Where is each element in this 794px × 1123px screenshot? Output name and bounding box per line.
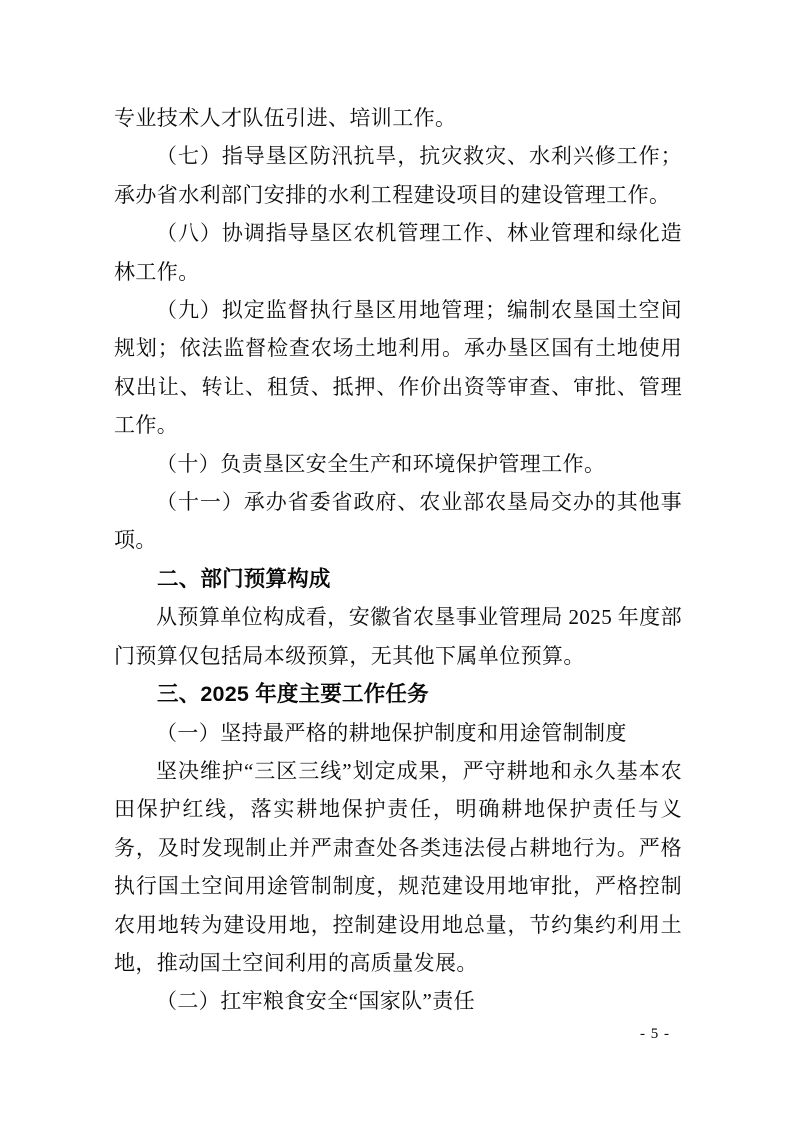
paragraph: （十）负责垦区安全生产和环境保护管理工作。: [156, 451, 606, 476]
document-body: [114, 99, 682, 1021]
paragraph: 专业技术人才队伍引进、培训工作。: [114, 106, 457, 130]
paragraph: （八）协调指导垦区农机管理工作、林业管理和绿化造林工作。: [114, 221, 682, 284]
page-number: - 5 -: [640, 1026, 670, 1042]
paragraph: 坚决维护“三区三线”划定成果，严守耕地和永久基本农田保护红线，落实耕地保护责任，明确耕地保护责任与义务，及时发现制止并严肃查处各类违法侵占耕地行为。严格执行国土空间用途管制制度，规范建设用地审批，严格控制农用地转为建设用地，控制建设用地总量，节约集约利用土地，推动国土空间利用的高质量发展。: [114, 758, 682, 975]
section-heading: 二、部门预算构成: [157, 566, 331, 591]
paragraph: 从预算单位构成看，安徽省农垦事业管理局 2025 年度部门预算仅包括局本级预算，无其他下属单位预算。: [114, 605, 682, 668]
sub-heading: （二）扛牢粮食安全“国家队”责任: [156, 989, 476, 1014]
paragraph: （十一）承办省委省政府、农业部农垦局交办的其他事项。: [114, 490, 682, 553]
section-heading: 三、2025 年度主要工作任务: [157, 682, 429, 707]
sub-heading: （一）坚持最严格的耕地保护制度和用途管制制度: [156, 720, 627, 745]
paragraph: （九）拟定监督执行垦区用地管理；编制农垦国土空间规划；依法监督检查农场土地利用。承办垦区国有土地使用权出让、转让、租赁、抵押、作价出资等审查、审批、管理工作。: [114, 298, 682, 438]
paragraph: （七）指导垦区防汛抗旱，抗灾救灾、水利兴修工作；承办省水利部门安排的水利工程建设项目的建设管理工作。: [114, 144, 682, 207]
